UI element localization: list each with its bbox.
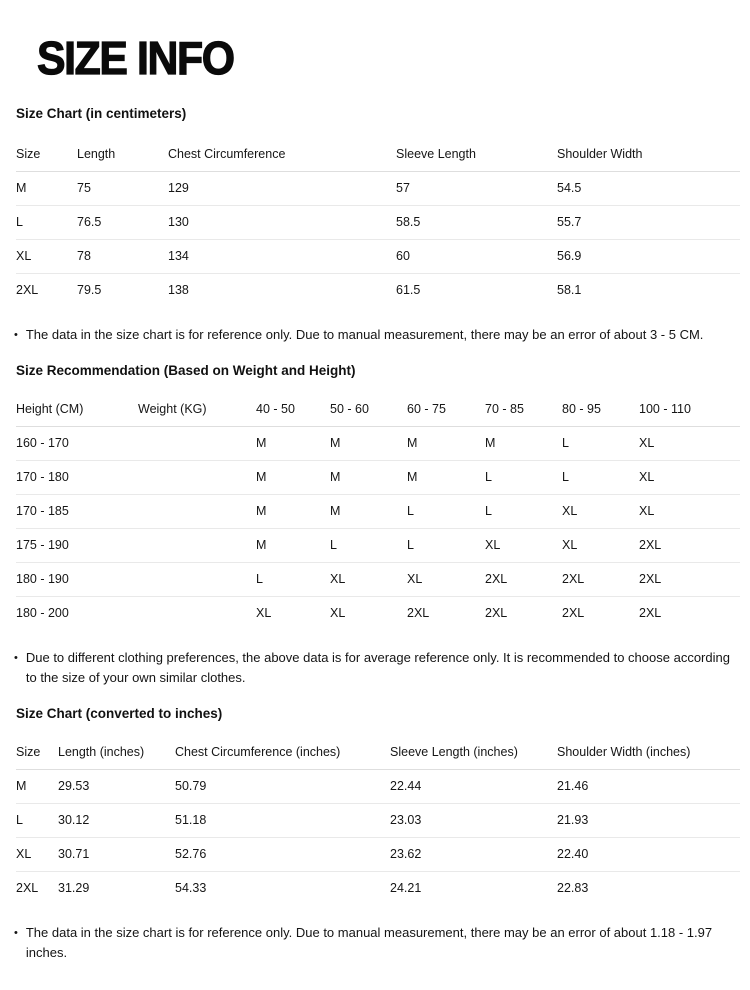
table-cell: 180 - 190 — [16, 572, 69, 586]
bullet-icon: • — [14, 652, 18, 664]
table-row — [16, 596, 740, 630]
table-cell: L — [562, 470, 569, 484]
column-header: 70 - 85 — [485, 401, 524, 416]
table-row — [16, 562, 740, 596]
table-cell: M — [330, 504, 341, 518]
table-row — [16, 528, 740, 562]
table-row — [16, 494, 740, 528]
table-cell: L — [16, 813, 23, 827]
table-cell: 58.5 — [396, 215, 421, 229]
table-cell: 24.21 — [390, 881, 422, 896]
table-cell: L — [485, 504, 492, 518]
column-header: 80 - 95 — [562, 401, 601, 416]
table-cell: 2XL — [16, 881, 39, 896]
table-cell: 75 — [77, 181, 91, 195]
table-cell: L — [16, 215, 23, 229]
table-row — [16, 171, 740, 205]
table-cell: XL — [330, 572, 346, 586]
table-cell: L — [256, 572, 263, 586]
table-cell: 130 — [168, 215, 189, 229]
column-header: 40 - 50 — [256, 401, 295, 416]
table-cell: XL — [562, 504, 578, 518]
table-cell: 50.79 — [175, 779, 207, 793]
table-cell: 23.62 — [390, 847, 422, 861]
table-cell: L — [330, 538, 337, 552]
table-cell: 79.5 — [77, 283, 102, 298]
table-cell: 2XL — [485, 606, 508, 621]
table-cell: 22.83 — [557, 881, 589, 896]
table-cell: 2XL — [16, 283, 39, 298]
recommendation-heading: Size Recommendation (Based on Weight and Height) — [16, 363, 356, 378]
table-cell: 160 - 170 — [16, 436, 69, 450]
table-row — [16, 460, 740, 494]
table-cell: 21.93 — [557, 813, 589, 827]
table-row — [16, 837, 740, 871]
table-cell — [138, 528, 256, 562]
table-cell: XL — [485, 538, 501, 552]
table-cell: M — [256, 436, 267, 450]
table-cell: XL — [16, 249, 32, 263]
column-header: Chest Circumference (inches) — [175, 744, 341, 759]
table-cell: 134 — [168, 249, 189, 263]
column-header: Length — [77, 146, 116, 161]
table-row — [16, 426, 740, 460]
column-header: Weight (KG) — [138, 401, 207, 416]
table-cell: M — [16, 779, 27, 793]
table-cell: L — [407, 538, 414, 552]
table-cell: M — [485, 436, 496, 450]
table-cell: 58.1 — [557, 283, 582, 298]
table-cell: 76.5 — [77, 215, 102, 229]
column-header: Chest Circumference — [168, 146, 286, 161]
table-cell — [138, 562, 256, 596]
cm-size-table — [16, 137, 740, 307]
column-header: Shoulder Width — [557, 146, 643, 161]
column-header: Height (CM) — [16, 401, 84, 416]
bullet-icon: • — [14, 927, 18, 939]
table-cell: 170 - 185 — [16, 504, 69, 518]
table-row — [16, 769, 740, 803]
table-cell — [138, 460, 256, 494]
table-cell: 29.53 — [58, 779, 90, 793]
table-cell: 30.71 — [58, 847, 90, 861]
table-cell: 30.12 — [58, 813, 90, 827]
column-header: Size — [16, 146, 41, 161]
table-cell: M — [256, 470, 267, 484]
column-header: 100 - 110 — [639, 401, 691, 416]
table-cell: 2XL — [407, 606, 430, 621]
table-cell: 78 — [77, 249, 91, 263]
column-header: Shoulder Width (inches) — [557, 744, 691, 759]
table-cell: 2XL — [562, 606, 585, 621]
table-row — [16, 803, 740, 837]
table-cell — [138, 494, 256, 528]
table-cell: M — [256, 504, 267, 518]
table-cell: 21.46 — [557, 779, 589, 793]
inch-table-header-row — [16, 735, 740, 769]
column-header: Size — [16, 744, 41, 759]
table-cell: 22.44 — [390, 779, 422, 793]
inch-chart-heading: Size Chart (converted to inches) — [16, 706, 223, 721]
table-cell: 57 — [396, 181, 410, 195]
column-header: Sleeve Length — [396, 146, 476, 161]
table-cell: L — [485, 470, 492, 484]
column-header: Sleeve Length (inches) — [390, 744, 518, 759]
table-cell: 54.33 — [175, 881, 207, 896]
table-row — [16, 871, 740, 905]
inch-chart-note — [14, 923, 740, 963]
table-cell: XL — [639, 504, 655, 518]
table-cell: M — [16, 181, 27, 195]
table-cell: 138 — [168, 283, 189, 298]
table-cell: 2XL — [639, 538, 662, 552]
table-cell: 170 - 180 — [16, 470, 69, 484]
table-cell: XL — [256, 606, 272, 621]
size-recommendation-table — [16, 392, 740, 630]
table-cell: 23.03 — [390, 813, 422, 827]
inch-size-table — [16, 735, 740, 905]
table-cell: XL — [562, 538, 578, 552]
table-cell: 22.40 — [557, 847, 589, 861]
table-cell: M — [330, 436, 341, 450]
table-cell: 56.9 — [557, 249, 582, 263]
table-cell: M — [256, 538, 267, 552]
table-cell: 61.5 — [396, 283, 421, 298]
column-header: Length (inches) — [58, 744, 145, 759]
table-cell: 60 — [396, 249, 410, 263]
cm-chart-heading: Size Chart (in centimeters) — [16, 106, 187, 121]
table-cell: XL — [639, 470, 655, 484]
table-cell: 51.18 — [175, 813, 207, 827]
recommendation-table-header-row — [16, 392, 740, 426]
table-cell: 2XL — [485, 572, 508, 586]
table-row — [16, 205, 740, 239]
table-cell: 180 - 200 — [16, 606, 69, 621]
table-cell: 2XL — [639, 572, 662, 586]
table-cell — [138, 596, 256, 630]
table-cell: 2XL — [639, 606, 662, 621]
table-cell: XL — [407, 572, 423, 586]
table-cell: M — [407, 470, 418, 484]
table-cell: 175 - 190 — [16, 538, 69, 552]
table-cell: L — [407, 504, 414, 518]
page-title: SIZE INFO — [37, 32, 234, 84]
table-cell: 129 — [168, 181, 189, 195]
cm-chart-note — [14, 325, 740, 345]
recommendation-note — [14, 648, 740, 688]
table-cell: 54.5 — [557, 181, 582, 195]
table-row — [16, 239, 740, 273]
table-cell: XL — [16, 847, 32, 861]
table-cell: 31.29 — [58, 881, 90, 896]
inch-chart-note-text: The data in the size chart is for reference only. Due to manual measurement, there may be an error of about 1.18 - 1.97 inches. — [25, 925, 713, 960]
table-cell: M — [407, 436, 418, 450]
table-cell: 2XL — [562, 572, 585, 586]
recommendation-note-text: Due to different clothing preferences, the above data is for average reference only. It is recommended to choose according to the size of your own similar clothes. — [25, 650, 730, 685]
column-header: 60 - 75 — [407, 401, 446, 416]
table-row — [16, 273, 740, 307]
table-cell: XL — [330, 606, 346, 621]
table-cell: M — [330, 470, 341, 484]
table-cell: L — [562, 436, 569, 450]
cm-table-header-row — [16, 137, 740, 171]
table-cell: 55.7 — [557, 215, 582, 229]
bullet-icon: • — [14, 329, 18, 341]
cm-chart-note-text: The data in the size chart is for reference only. Due to manual measurement, there may be an error of about 3 - 5 CM. — [25, 327, 704, 342]
table-cell — [138, 426, 256, 460]
table-cell: XL — [639, 436, 655, 450]
column-header: 50 - 60 — [330, 401, 369, 416]
table-cell: 52.76 — [175, 847, 207, 861]
